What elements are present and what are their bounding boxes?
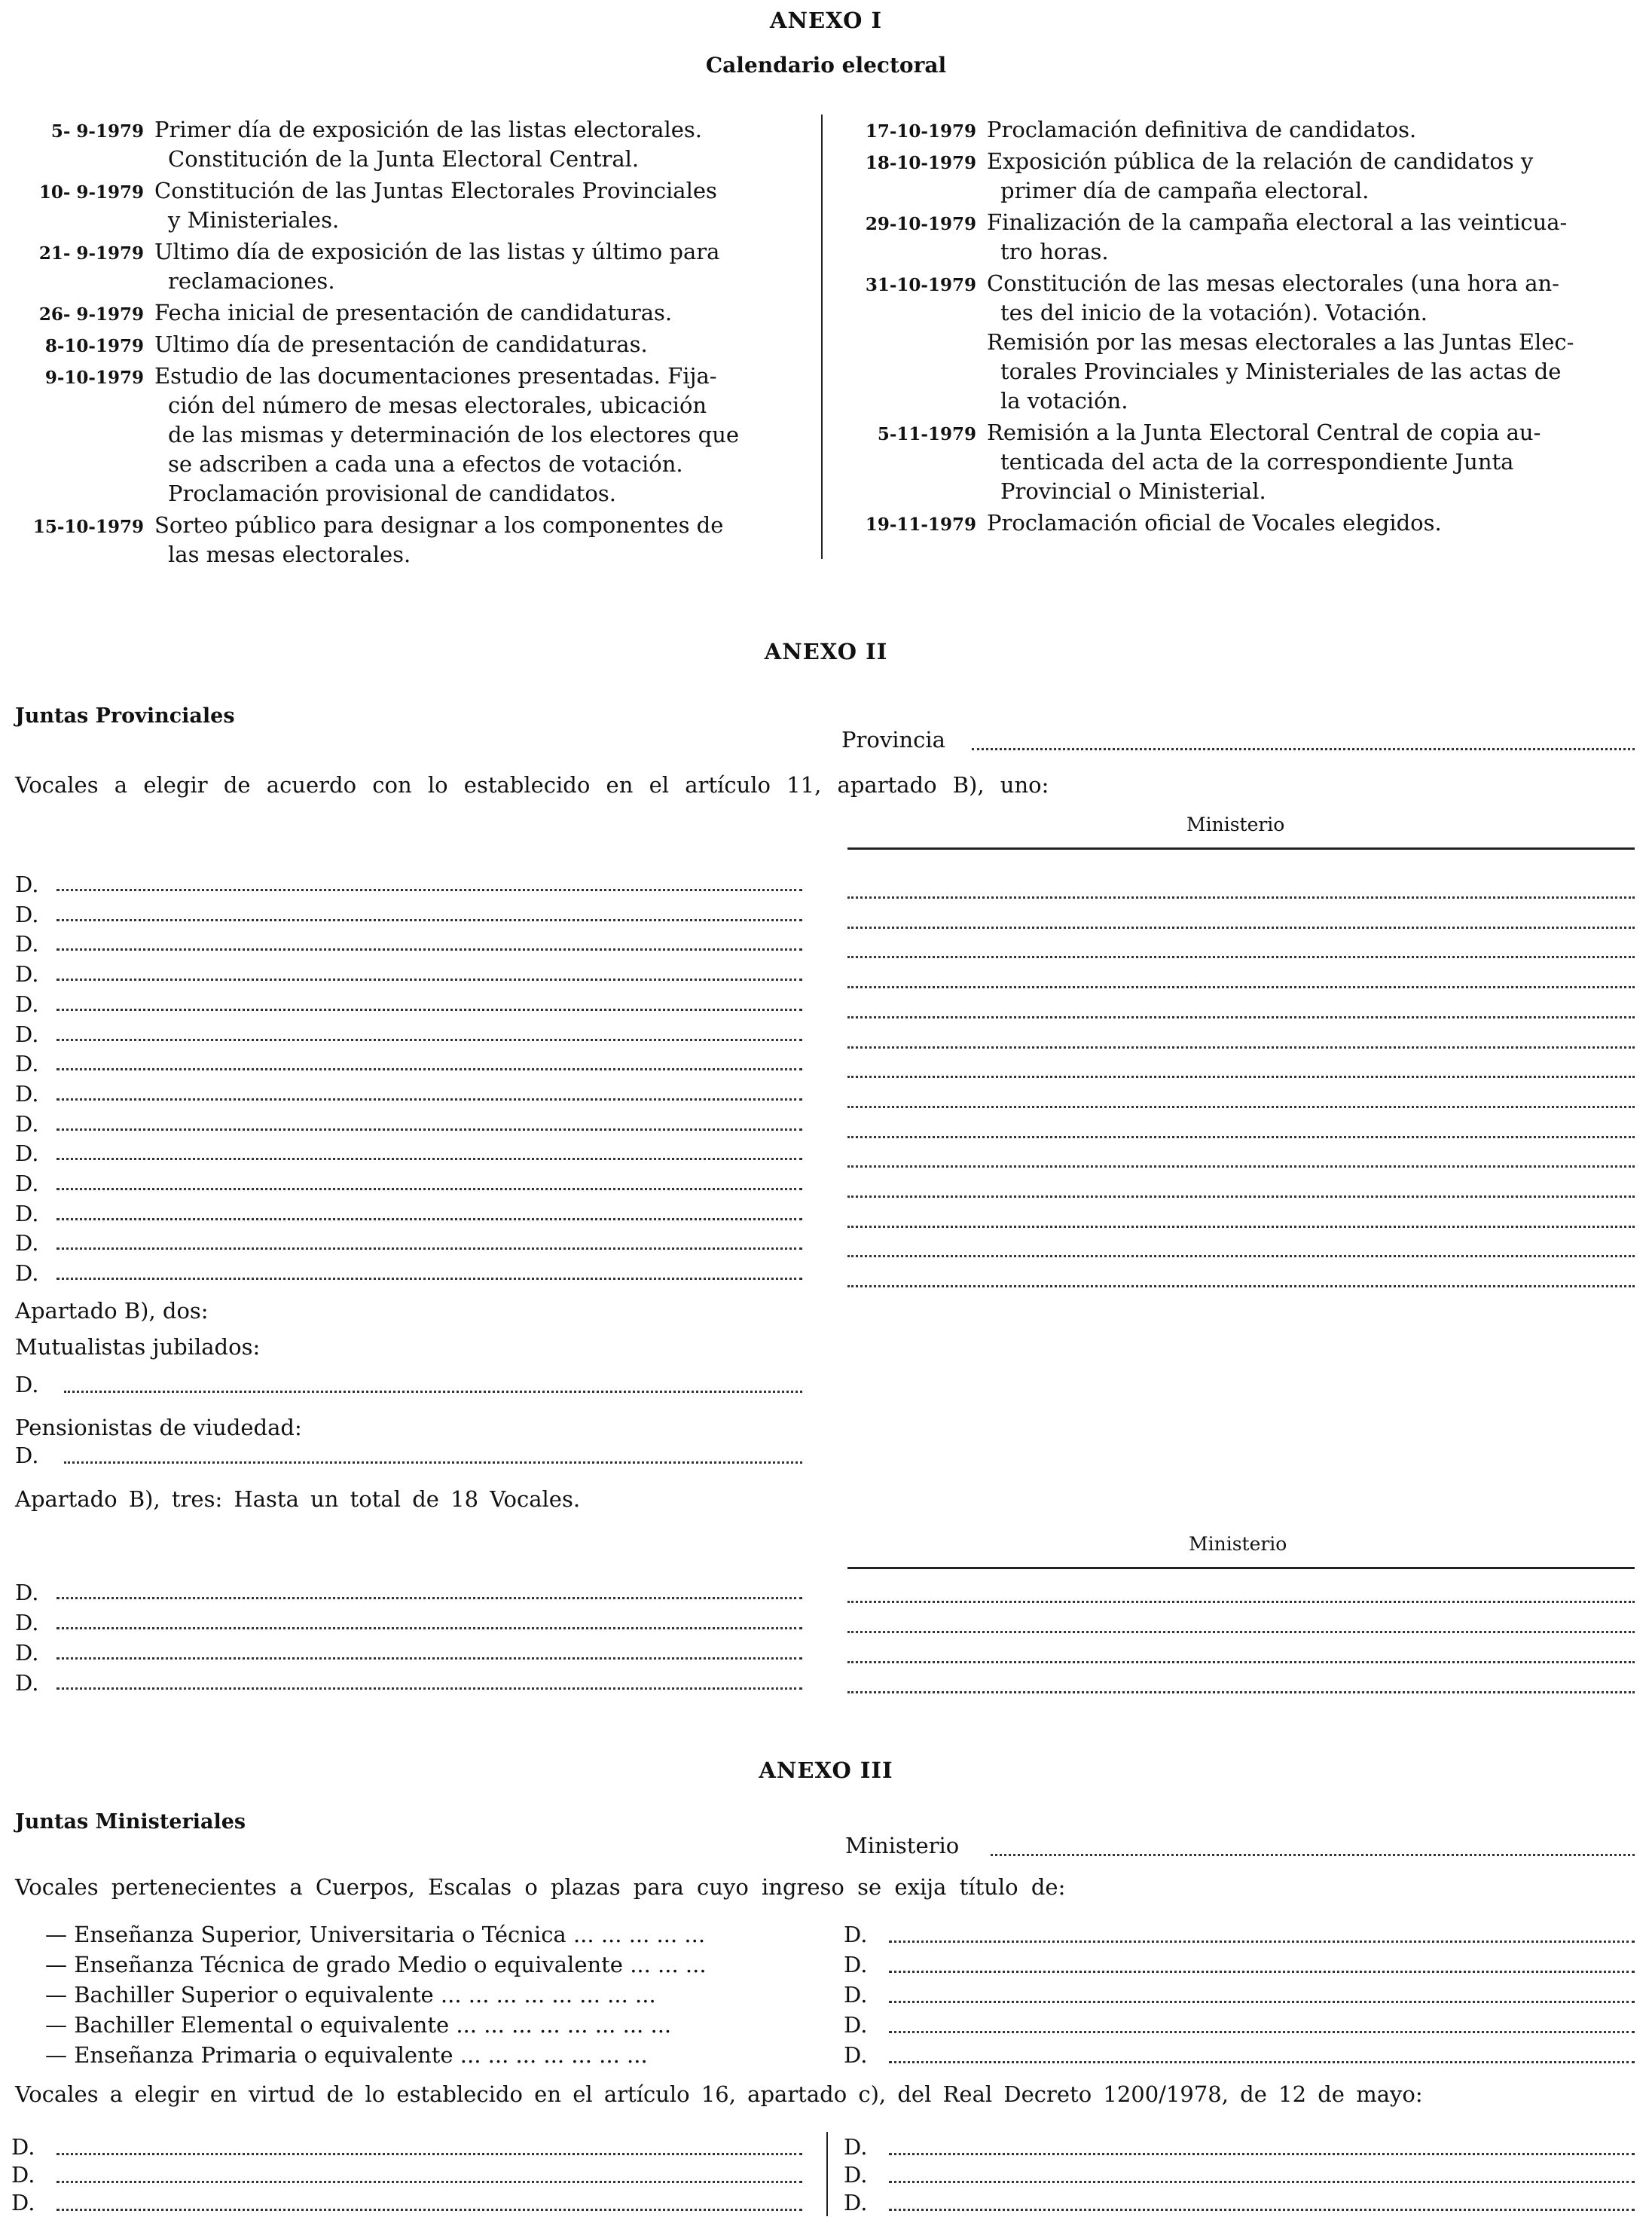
calendar-event-line: Estudio de las documentaciones presentadas. Fija-: [154, 363, 717, 389]
calendar-date: 21- 9-1979: [38, 243, 144, 264]
d-label: D.: [15, 931, 39, 957]
calendar-date: 5- 9-1979: [50, 121, 144, 142]
art16-divider: [826, 2132, 828, 2216]
name-field[interactable]: [56, 1278, 802, 1280]
d-label: D.: [15, 1141, 39, 1167]
apartado-tres: Apartado B), tres: Hasta un total de 18 Vocales.: [15, 1486, 581, 1512]
calendar-event-line: ción del número de mesas electorales, ubicación: [168, 392, 707, 418]
d-label: D.: [844, 1982, 868, 2008]
calendar-date: 9-10-1979: [44, 368, 144, 388]
calendar-event-line: Primer día de exposición de las listas electorales.: [154, 117, 702, 142]
vocales-cuerpos-text: Vocales pertenecientes a Cuerpos, Escalas o plazas para cuyo ingreso se exija título de:: [15, 1874, 1066, 1900]
annex3-title: ANEXO III: [759, 1757, 893, 1783]
calendar-event-line: Provincial o Ministerial.: [1000, 478, 1266, 504]
name-field[interactable]: [56, 1218, 802, 1220]
ministerio-rule: [847, 847, 1635, 850]
titulo-item: — Enseñanza Superior, Universitaria o Técnica ... ... ... ... ...: [45, 1922, 706, 1947]
name-field[interactable]: [56, 1009, 802, 1011]
name-field[interactable]: [847, 1076, 1635, 1078]
d-label: D.: [11, 2162, 35, 2188]
d-label: D.: [15, 1200, 39, 1226]
calendar-event-line: tro horas.: [1000, 239, 1109, 264]
name-field[interactable]: [56, 1158, 802, 1160]
pensionistas-label: Pensionistas de viudedad:: [15, 1415, 302, 1440]
calendar-event-line: Remisión por las mesas electorales a las Juntas Elec-: [987, 329, 1574, 355]
provincia-label: Provincia: [841, 727, 945, 753]
calendar-event-line: Ultimo día de exposición de las listas y último para: [154, 239, 720, 264]
d-label: D.: [11, 2190, 35, 2215]
name-field[interactable]: [56, 1098, 802, 1101]
calendar-event-line: Exposición pública de la relación de candidatos y: [987, 148, 1534, 174]
d-label: D.: [844, 2042, 868, 2068]
name-field[interactable]: [847, 956, 1635, 958]
d-label: D.: [844, 2012, 868, 2038]
calendar-event-line: Fecha inicial de presentación de candidaturas.: [154, 300, 673, 325]
ministerio-rule-2: [847, 1567, 1635, 1569]
ministerio-label-3: Ministerio: [845, 1833, 960, 1858]
calendar-event-line: de las mismas y determinación de los electores que: [168, 422, 740, 447]
calendar-event-line: Remisión a la Junta Electoral Central de copia au-: [987, 420, 1541, 445]
calendar-event-line: torales Provinciales y Ministeriales de las actas de: [1000, 359, 1562, 384]
name-field[interactable]: [889, 2153, 1635, 2155]
d-label: D.: [844, 2190, 868, 2215]
name-field[interactable]: [847, 1195, 1635, 1198]
mutualistas-label: Mutualistas jubilados:: [15, 1334, 261, 1360]
calendar-event-line: Constitución de la Junta Electoral Central.: [168, 146, 640, 172]
titulo-name-field[interactable]: [889, 1971, 1635, 1973]
name-field[interactable]: [847, 1285, 1635, 1287]
ministerio-field[interactable]: [991, 1854, 1635, 1856]
provincia-field[interactable]: [972, 748, 1635, 750]
pensionista-field[interactable]: [64, 1461, 802, 1464]
d-label: D.: [15, 1443, 39, 1468]
calendar-event-line: se adscriben a cada una a efectos de votación.: [168, 451, 683, 477]
calendar-date: 8-10-1979: [44, 336, 144, 356]
titulo-name-field[interactable]: [889, 2001, 1635, 2003]
d-label: D.: [15, 1230, 39, 1257]
name-field[interactable]: [56, 2209, 802, 2211]
name-field[interactable]: [847, 1136, 1635, 1138]
titulo-item: — Bachiller Superior o equivalente ... ... ... ... ... ... ... ...: [45, 1982, 656, 2008]
calendar-event-line: Proclamación definitiva de candidatos.: [987, 117, 1417, 142]
calendar-date: 15-10-1979: [32, 517, 144, 537]
calendar-event-line: Proclamación oficial de Vocales elegidos.: [987, 510, 1442, 536]
calendar-event-line: Proclamación provisional de candidatos.: [168, 481, 616, 506]
name-field[interactable]: [847, 1016, 1635, 1018]
annex2-title: ANEXO II: [764, 639, 888, 664]
titulo-item: — Bachiller Elemental o equivalente ... ... ... ... ... ... ... ...: [45, 2012, 672, 2038]
d-label: D.: [844, 1922, 868, 1947]
calendar-date: 18-10-1979: [865, 153, 976, 173]
calendar-date: 19-11-1979: [865, 515, 976, 535]
name-field[interactable]: [56, 2181, 802, 2183]
name-field[interactable]: [847, 1601, 1635, 1603]
name-field[interactable]: [56, 1068, 802, 1070]
titulo-item: — Enseñanza Primaria o equivalente ... ... ... ... ... ... ...: [45, 2042, 648, 2068]
ministerio-label: Ministerio: [1186, 814, 1285, 835]
annex2-heading: Juntas Provinciales: [15, 704, 235, 728]
name-field[interactable]: [847, 1661, 1635, 1663]
apartado-dos: Apartado B), dos:: [15, 1298, 209, 1324]
vocales-art16-text: Vocales a elegir en virtud de lo establecido en el artículo 16, apartado c), del Real Decreto 1200/1978, de 12 de mayo:: [15, 2081, 1423, 2107]
name-field[interactable]: [56, 979, 802, 981]
calendar-event-line: primer día de campaña electoral.: [1000, 178, 1370, 203]
d-label: D.: [844, 2134, 868, 2160]
mutualista-field[interactable]: [64, 1391, 802, 1393]
titulo-name-field[interactable]: [889, 1941, 1635, 1943]
d-label: D.: [15, 1260, 39, 1287]
calendar-date: 26- 9-1979: [38, 304, 144, 325]
calendar-event-line: las mesas electorales.: [168, 542, 411, 567]
calendar-event-line: reclamaciones.: [168, 268, 335, 294]
name-field[interactable]: [56, 948, 802, 951]
d-label: D.: [11, 2134, 35, 2160]
d-label: D.: [15, 1580, 39, 1605]
name-field[interactable]: [847, 1226, 1635, 1228]
name-field[interactable]: [56, 1597, 802, 1599]
name-field[interactable]: [847, 986, 1635, 988]
name-field[interactable]: [889, 2209, 1635, 2211]
name-field[interactable]: [56, 1247, 802, 1250]
ministerio-label-2: Ministerio: [1189, 1533, 1287, 1555]
annex1-title: ANEXO I: [769, 8, 883, 33]
d-label: D.: [15, 1171, 39, 1196]
titulo-name-field[interactable]: [889, 2061, 1635, 2063]
name-field[interactable]: [847, 896, 1635, 899]
d-label: D.: [15, 901, 39, 927]
name-field[interactable]: [847, 927, 1635, 929]
name-field[interactable]: [847, 1691, 1635, 1693]
name-field[interactable]: [56, 1687, 802, 1690]
calendar-event-line: la votación.: [1000, 388, 1128, 414]
d-label: D.: [15, 1110, 39, 1137]
name-field[interactable]: [56, 1039, 802, 1041]
name-field[interactable]: [847, 1631, 1635, 1633]
d-label: D.: [15, 991, 39, 1017]
name-field[interactable]: [847, 1255, 1635, 1257]
name-field[interactable]: [56, 1188, 802, 1190]
calendar-event-line: Finalización de la campaña electoral a las veinticua-: [987, 209, 1568, 235]
annex3-heading: Juntas Ministeriales: [15, 1810, 246, 1834]
calendar-date: 29-10-1979: [865, 214, 976, 234]
calendar-event-line: Sorteo público para designar a los componentes de: [154, 512, 724, 538]
annex1-subtitle: Calendario electoral: [705, 53, 947, 78]
name-field[interactable]: [847, 1106, 1635, 1108]
name-field[interactable]: [56, 889, 802, 891]
titulo-name-field[interactable]: [889, 2031, 1635, 2033]
d-label: D.: [15, 872, 39, 897]
name-field[interactable]: [56, 1657, 802, 1660]
d-label: D.: [15, 961, 39, 988]
d-label: D.: [15, 1372, 39, 1397]
titulo-item: — Enseñanza Técnica de grado Medio o equivalente ... ... ...: [45, 1952, 707, 1977]
calendar-date: 31-10-1979: [865, 275, 976, 295]
d-label: D.: [15, 1670, 39, 1696]
calendar-date: 10- 9-1979: [38, 182, 144, 203]
d-label: D.: [844, 2162, 868, 2188]
calendar-event-line: Constitución de las mesas electorales (una hora an-: [987, 270, 1559, 296]
vocales-art11-text: Vocales a elegir de acuerdo con lo establecido en el artículo 11, apartado B), uno:: [15, 772, 1049, 798]
d-label: D.: [15, 1610, 39, 1635]
d-label: D.: [15, 1080, 39, 1107]
name-field[interactable]: [56, 2153, 802, 2155]
name-field[interactable]: [56, 1627, 802, 1629]
calendar-event-line: Constitución de las Juntas Electorales Provinciales: [154, 178, 717, 203]
column-divider: [821, 115, 823, 559]
d-label: D.: [15, 1051, 39, 1077]
d-label: D.: [844, 1952, 868, 1977]
calendar-event-line: Ultimo día de presentación de candidaturas.: [154, 331, 648, 357]
d-label: D.: [15, 1640, 39, 1666]
calendar-date: 5-11-1979: [877, 424, 976, 444]
name-field[interactable]: [56, 1128, 802, 1131]
calendar-event-line: tenticada del acta de la correspondiente Junta: [1000, 449, 1514, 475]
calendar-event-line: tes del inicio de la votación). Votación.: [1000, 300, 1428, 325]
calendar-date: 17-10-1979: [865, 121, 976, 142]
name-field[interactable]: [56, 919, 802, 921]
name-field[interactable]: [847, 1165, 1635, 1168]
d-label: D.: [15, 1021, 39, 1047]
name-field[interactable]: [889, 2181, 1635, 2183]
calendar-event-line: y Ministeriales.: [168, 207, 340, 233]
name-field[interactable]: [847, 1046, 1635, 1049]
